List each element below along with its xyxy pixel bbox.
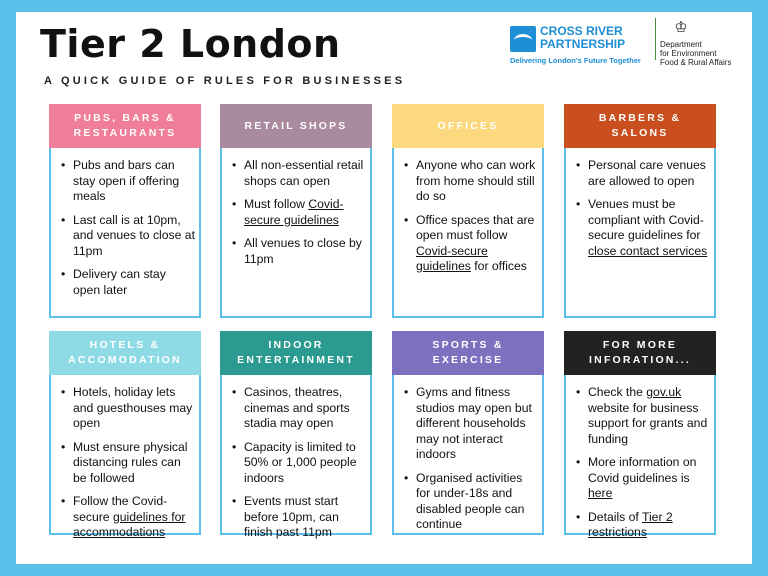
- page-title: Tier 2 London: [40, 22, 341, 66]
- bullet-text: Follow the Covid-secure: [73, 494, 168, 524]
- card-indoor-entertainment: [220, 331, 372, 539]
- card-body-barbers-salons: [564, 148, 716, 318]
- bullet-item: [57, 267, 195, 298]
- bullet-text: Hotels, holiday lets and guesthouses may open: [73, 385, 193, 430]
- defra-name: [660, 40, 731, 67]
- defra-line2: for Environment: [660, 49, 717, 58]
- card-header-pubs-bars-restaurants: PUBS, BARS & RESTAURANTS: [49, 104, 201, 148]
- bullet-text: Office spaces that are open must follow: [416, 212, 535, 242]
- bullet-item: [572, 158, 710, 189]
- card-body-retail-shops: [220, 148, 372, 318]
- bullet-list: [400, 385, 538, 533]
- card-hotels-accomodation: [49, 331, 201, 539]
- bullet-list: [228, 158, 366, 267]
- bullet-text: Casinos, theatres, cinemas and sports stadia may open: [244, 385, 350, 430]
- bullet-list: [228, 385, 366, 541]
- bullet-text: Venues must be compliant with Covid-secure guidelines for: [588, 197, 704, 242]
- bullet-text: Personal care venues are allowed to open: [588, 158, 706, 188]
- defra-line3: Food & Rural Affairs: [660, 58, 732, 67]
- card-header-retail-shops: RETAIL SHOPS: [220, 104, 372, 148]
- bullet-link[interactable]: guidelines for accommodations: [73, 509, 186, 539]
- bullet-item: [228, 236, 366, 267]
- card-header-sports-exercise: SPORTS & EXERCISE: [392, 331, 544, 375]
- card-pubs-bars-restaurants: [49, 104, 201, 318]
- bullet-link[interactable]: gov.uk: [646, 385, 682, 399]
- bullet-item: [57, 213, 195, 260]
- bullet-item: [57, 440, 195, 487]
- bullet-link[interactable]: here: [588, 486, 613, 500]
- bullet-text: Organised activities for under-18s and disabled people can continue: [416, 470, 525, 531]
- card-header-more-information: FOR MORE INFORATION...: [564, 331, 716, 375]
- card-body-pubs-bars-restaurants: [49, 148, 201, 318]
- card-sports-exercise: [392, 331, 544, 535]
- bullet-item: [228, 385, 366, 432]
- bullet-link[interactable]: close contact services: [588, 243, 708, 258]
- bullet-text: More information on Covid guidelines is: [588, 455, 697, 485]
- card-header-hotels-accomodation: HOTELS & ACCOMODATION: [49, 331, 201, 375]
- bullet-text: Must follow: [244, 197, 309, 211]
- bullet-list: [400, 158, 538, 275]
- bullet-item: [57, 158, 195, 205]
- defra-line1: Department: [660, 40, 702, 49]
- card-offices: [392, 104, 544, 318]
- bullet-item: [57, 385, 195, 432]
- bullet-text: for offices: [470, 259, 527, 273]
- card-header-barbers-salons: BARBERS & SALONS: [564, 104, 716, 148]
- crp-wave-icon: [510, 26, 536, 52]
- bullet-item: [228, 494, 366, 541]
- bullet-text: Delivery can stay open later: [73, 267, 166, 297]
- bullet-text: All non-essential retail shops can open: [244, 158, 364, 188]
- bullet-item: [572, 510, 710, 541]
- page-subtitle: A QUICK GUIDE OF RULES FOR BUSINESSES: [44, 75, 406, 87]
- bullet-item: [228, 158, 366, 189]
- bullet-list: [57, 385, 195, 541]
- crp-name: [540, 25, 625, 51]
- bullet-item: [228, 440, 366, 487]
- bullet-list: [572, 158, 710, 259]
- bullet-text: Gyms and fitness studios may open but different households may not interact indoors: [416, 385, 532, 461]
- bullet-text: Must ensure physical distancing rules can be followed: [73, 439, 188, 485]
- bullet-text: Anyone who can work from home should still do so: [416, 158, 536, 203]
- card-body-indoor-entertainment: [220, 375, 372, 539]
- bullet-item: [572, 197, 710, 259]
- bullet-text: website for business support for grants and funding: [588, 400, 708, 446]
- bullet-item: [572, 455, 710, 502]
- card-body-hotels-accomodation: [49, 375, 201, 539]
- royal-crest-icon: ♔: [674, 19, 688, 36]
- bullet-text: Capacity is limited to 50% or 1,000 people indoors: [244, 439, 357, 485]
- logo-divider: [655, 18, 656, 60]
- cross-river-partnership-logo: [510, 16, 650, 66]
- card-header-offices: OFFICES: [392, 104, 544, 148]
- bullet-link[interactable]: Covid-secure guidelines: [244, 197, 344, 227]
- bullet-link[interactable]: Covid-secure guidelines: [416, 243, 488, 273]
- bullet-item: [400, 158, 538, 205]
- crp-name-line1: CROSS RIVER: [540, 24, 623, 38]
- bullet-text: Details of: [588, 509, 642, 524]
- bullet-text: Events must start before 10pm, can finish past 11pm: [244, 494, 339, 539]
- bullet-item: [572, 385, 710, 447]
- card-more-information: [564, 331, 716, 539]
- bullet-item: [228, 197, 366, 228]
- bullet-text: Last call is at 10pm, and venues to close at 11pm: [73, 212, 195, 258]
- bullet-text: Check the: [588, 385, 647, 399]
- card-header-indoor-entertainment: INDOOR ENTERTAINMENT: [220, 331, 372, 375]
- card-barbers-salons: [564, 104, 716, 318]
- card-body-offices: [392, 148, 544, 318]
- crp-tagline: Delivering London's Future Together: [510, 56, 641, 65]
- bullet-item: [400, 385, 538, 463]
- bullet-item: [57, 494, 195, 541]
- bullet-list: [57, 158, 195, 298]
- card-body-sports-exercise: [392, 375, 544, 535]
- bullet-item: [400, 213, 538, 275]
- card-body-more-information: [564, 375, 716, 539]
- bullet-list: [572, 385, 710, 541]
- bullet-text: All venues to close by 11pm: [244, 236, 362, 266]
- bullet-item: [400, 471, 538, 533]
- card-retail-shops: [220, 104, 372, 318]
- bullet-text: Pubs and bars can stay open if offering meals: [73, 158, 180, 203]
- defra-logo: [660, 18, 750, 68]
- crp-name-line2: PARTNERSHIP: [540, 37, 626, 51]
- bullet-link[interactable]: Tier 2 restrictions: [588, 509, 673, 539]
